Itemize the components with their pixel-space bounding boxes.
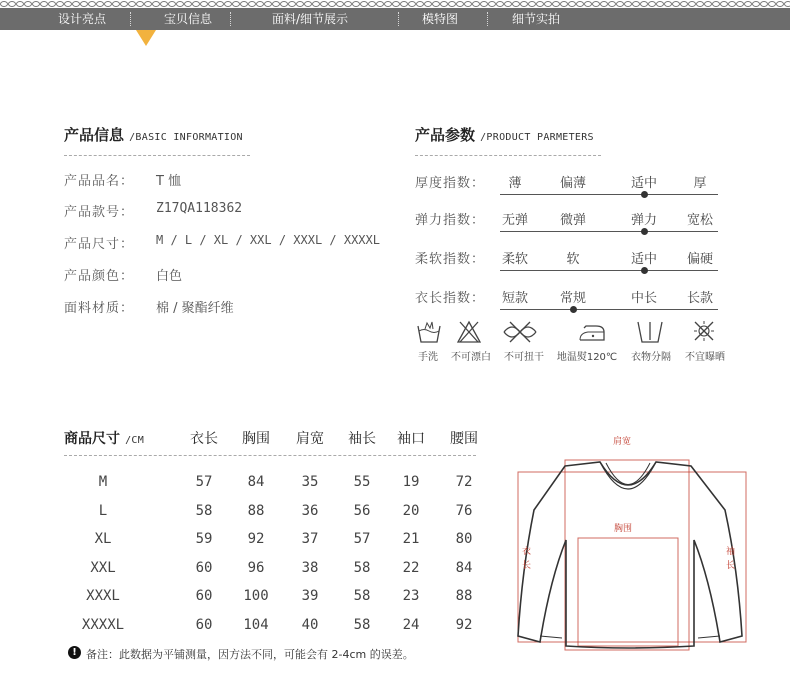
size-cell: 57 <box>195 474 213 490</box>
param-option: 无弹 <box>501 213 528 228</box>
size-cell: 60 <box>195 588 213 604</box>
nav-tab-detail-photos[interactable]: 细节实拍 <box>512 12 561 26</box>
divider <box>64 455 476 456</box>
param-option: 柔软 <box>501 252 528 267</box>
warning-icon: ! <box>68 646 81 659</box>
param-label: 厚度指数： <box>415 176 486 191</box>
param-option: 中长 <box>630 291 657 306</box>
size-cell: 100 <box>243 588 269 604</box>
nav-top-pattern <box>0 0 790 8</box>
size-cell: 104 <box>243 616 269 633</box>
param-option: 软 <box>566 252 580 267</box>
care-label-iron: 地温熨120℃ <box>556 352 618 363</box>
size-cell: 40 <box>301 616 319 633</box>
care-label-hand-wash: 手洗 <box>418 352 438 363</box>
param-option: 常规 <box>559 291 586 306</box>
info-value-material: 棉 / 聚酯纤维 <box>156 301 234 316</box>
param-option: 适中 <box>630 176 657 191</box>
param-option: 微弹 <box>559 213 586 228</box>
param-option: 厚 <box>693 176 707 191</box>
size-row-label: XL <box>94 531 112 547</box>
diagram-label-length: 衣长 <box>522 547 532 571</box>
diagram-label-sleeve: 袖长 <box>726 547 736 571</box>
size-cell: 76 <box>455 502 473 519</box>
param-selected-dot <box>641 191 648 198</box>
diagram-label-shoulder: 肩宽 <box>613 437 632 447</box>
product-params-title: 产品参数 <box>415 126 476 144</box>
info-value-style-no: Z17QA118362 <box>156 201 243 216</box>
size-column-header: 腰围 <box>450 431 478 447</box>
size-cell: 58 <box>353 559 371 576</box>
size-cell: 21 <box>402 531 420 547</box>
size-table-header <box>64 428 144 448</box>
size-column-header: 肩宽 <box>296 431 324 447</box>
info-label-color: 产品颜色： <box>64 269 135 284</box>
size-cell: 57 <box>353 531 371 547</box>
top-nav <box>0 8 790 30</box>
param-option: 长款 <box>686 291 713 306</box>
size-cell: 19 <box>402 474 420 490</box>
chest-guide <box>578 538 678 646</box>
info-value-color: 白色 <box>156 269 183 284</box>
param-label: 弹力指数： <box>415 213 486 228</box>
nav-tab-model[interactable]: 模特图 <box>422 12 459 26</box>
param-selected-dot <box>641 267 648 274</box>
param-option: 短款 <box>501 291 528 306</box>
product-params-subtitle: /PRODUCT PARMETERS <box>480 132 594 143</box>
product-info-subtitle: /BASIC INFORMATION <box>129 132 243 143</box>
no-bleach-icon <box>458 322 480 342</box>
size-cell: 55 <box>353 474 371 490</box>
shirt-outline <box>518 462 742 648</box>
param-option: 宽松 <box>686 213 713 228</box>
size-cell: 84 <box>455 559 473 576</box>
nav-divider <box>398 12 399 26</box>
param-option: 适中 <box>630 252 657 267</box>
wash-separately-icon <box>638 322 662 342</box>
care-label-separate: 衣物分隔 <box>631 352 671 363</box>
size-cell: 60 <box>195 616 213 633</box>
size-cell: 23 <box>402 588 420 604</box>
nav-tab-design[interactable]: 设计亮点 <box>58 12 107 26</box>
size-column-header: 袖口 <box>397 431 425 447</box>
nav-divider <box>230 12 231 26</box>
size-cell: 72 <box>455 474 473 490</box>
active-tab-marker <box>136 30 156 46</box>
no-wring-icon <box>504 322 536 342</box>
product-params-header <box>415 124 594 145</box>
diagram-label-chest: 胸围 <box>614 524 633 534</box>
size-cell: 80 <box>455 531 473 547</box>
size-cell: 96 <box>247 559 265 576</box>
divider <box>415 155 601 156</box>
param-scale-line <box>500 231 718 232</box>
size-column-header: 胸围 <box>242 431 270 447</box>
nav-tab-product-info[interactable]: 宝贝信息 <box>164 12 213 26</box>
hand-wash-icon <box>418 322 440 342</box>
product-info-header <box>64 124 243 145</box>
size-cell: 39 <box>301 588 319 604</box>
param-label: 衣长指数： <box>415 291 486 306</box>
size-table-unit: /CM <box>125 435 145 446</box>
size-table-title: 商品尺寸 <box>64 431 120 447</box>
divider <box>64 155 250 156</box>
size-cell: 60 <box>195 559 213 576</box>
param-option: 弹力 <box>630 213 657 228</box>
size-cell: 92 <box>247 531 265 547</box>
size-cell: 36 <box>301 502 319 519</box>
care-label-no-bleach: 不可漂白 <box>451 352 491 363</box>
param-selected-dot <box>570 306 577 313</box>
size-row-label: XXL <box>90 559 116 576</box>
param-scale-line <box>500 270 718 271</box>
size-column-header: 袖长 <box>348 431 376 447</box>
size-cell: 59 <box>195 531 213 547</box>
size-cell: 84 <box>247 474 265 490</box>
size-cell: 92 <box>455 616 473 633</box>
size-cell: 20 <box>402 502 420 519</box>
size-cell: 56 <box>353 502 371 519</box>
no-sun-icon <box>694 321 714 341</box>
nav-tab-fabric-detail[interactable]: 面料/细节展示 <box>272 12 349 26</box>
size-row-label: XXXL <box>86 588 120 604</box>
param-label: 柔软指数： <box>415 252 486 267</box>
nav-divider <box>130 12 131 26</box>
size-cell: 88 <box>455 588 473 604</box>
size-row-label: XXXXL <box>81 616 125 633</box>
info-label-name: 产品品名： <box>64 174 135 189</box>
param-option: 偏硬 <box>686 252 713 267</box>
size-cell: 88 <box>247 502 265 519</box>
product-info-title: 产品信息 <box>64 126 125 144</box>
size-cell: 58 <box>353 616 371 633</box>
param-option: 薄 <box>508 176 522 191</box>
iron-low-temp-icon <box>580 326 604 340</box>
size-cell: 58 <box>195 502 213 519</box>
size-column-header: 衣长 <box>190 431 218 447</box>
size-cell: 38 <box>301 559 319 576</box>
info-label-style-no: 产品款号： <box>64 205 135 220</box>
size-cell: 58 <box>353 588 371 604</box>
care-label-no-wring: 不可扭干 <box>504 352 544 363</box>
param-selected-dot <box>641 228 648 235</box>
care-icons-row <box>412 318 732 346</box>
size-cell: 35 <box>301 474 319 490</box>
care-label-no-sun: 不宜曝晒 <box>685 352 725 363</box>
size-row-label: M <box>98 474 108 490</box>
size-cell: 24 <box>402 616 420 633</box>
info-value-name: T 恤 <box>156 174 182 189</box>
size-cell: 37 <box>301 531 319 547</box>
size-row-label: L <box>98 502 108 519</box>
nav-divider <box>487 12 488 26</box>
param-scale-line <box>500 309 718 310</box>
size-cell: 22 <box>402 559 420 576</box>
param-scale-line <box>500 194 718 195</box>
size-note: 备注：此数据为平铺测量，因方法不同，可能会有 2-4cm 的误差。 <box>86 648 414 661</box>
param-option: 偏薄 <box>559 176 586 191</box>
info-label-size: 产品尺寸： <box>64 237 135 252</box>
info-value-size: M / L / XL / XXL / XXXL / XXXXL <box>156 233 380 247</box>
info-label-material: 面料材质： <box>64 301 135 316</box>
length-sleeve-guide <box>518 472 746 642</box>
